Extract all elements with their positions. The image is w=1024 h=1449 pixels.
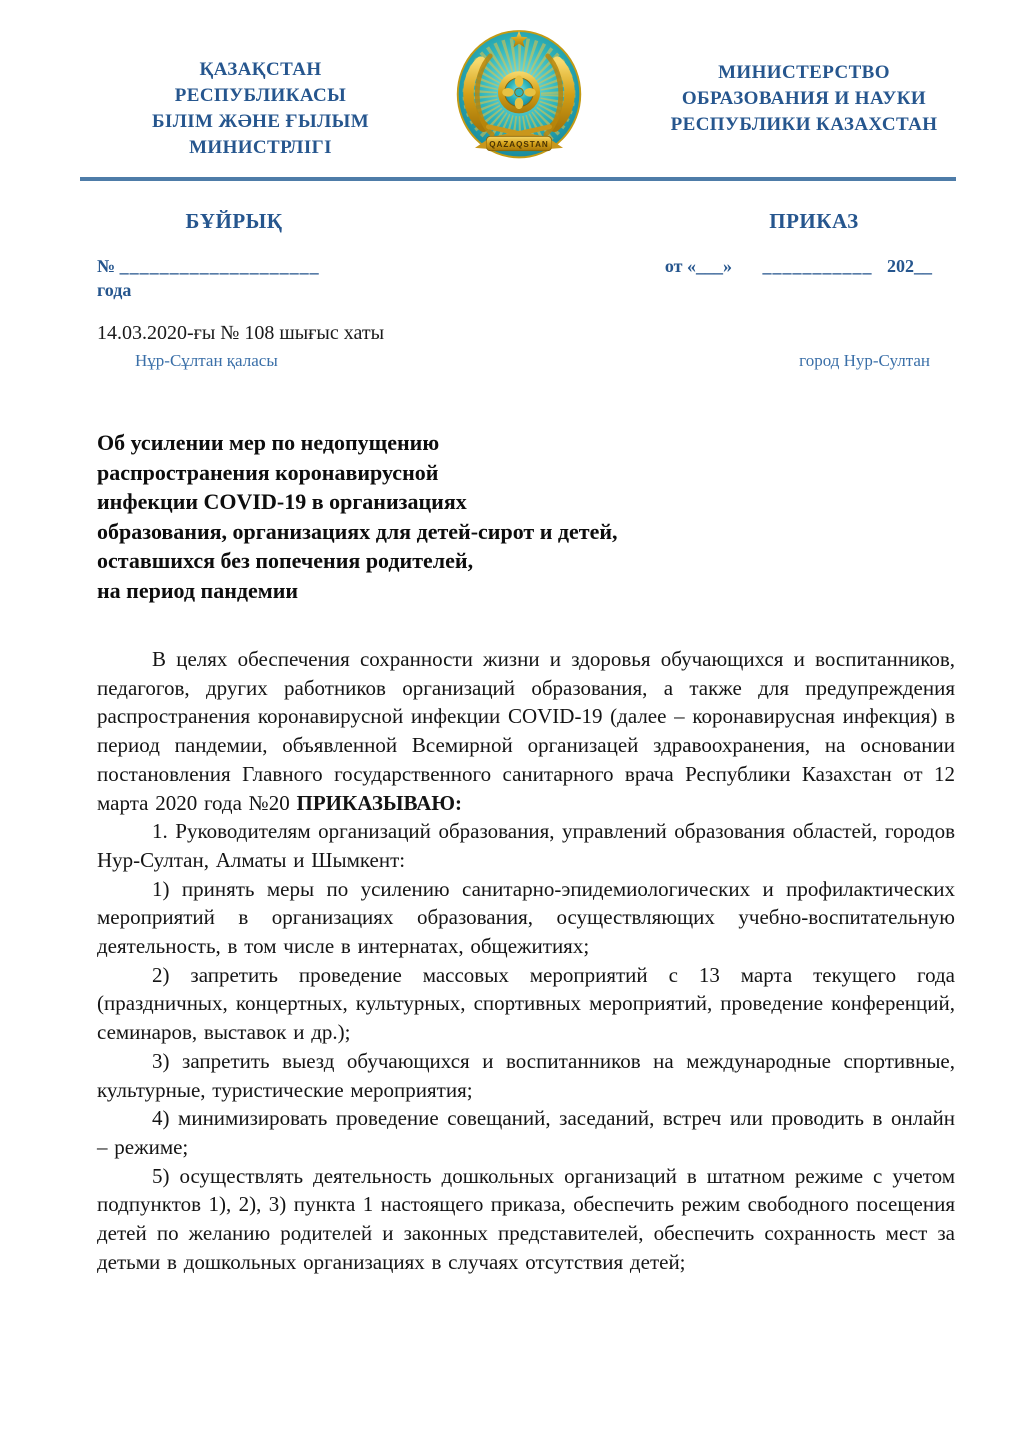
order-number-field <box>97 254 320 302</box>
outgoing-letter-reference: 14.03.2020-ғы № 108 шығыс хаты <box>97 322 385 344</box>
order-body-text <box>97 645 955 1276</box>
city-name-russian: город Нур-Султан <box>799 351 930 370</box>
org-name-line: МИНИСТЕРСТВО <box>718 62 890 83</box>
date-from-label: от «___» <box>664 256 732 276</box>
body-paragraph: 2) запретить проведение массовых мероприятий с 13 марта текущего года (праздничных, концертных, культурных, спортивных мероприятий, проведение конференций, семинаров, выставок и др.); <box>97 962 955 1045</box>
order-label-kazakh: БҰЙРЫҚ <box>185 209 283 233</box>
emblem-banner-text: QAZAQSTAN <box>489 139 549 149</box>
org-name-line: МИНИСТРЛІГІ <box>189 137 332 158</box>
header-divider-line <box>80 177 956 181</box>
org-name-line: БІЛІМ ЖӘНЕ ҒЫЛЫМ <box>151 111 370 132</box>
kazakhstan-coat-of-arms-icon <box>452 26 586 172</box>
order-title-line: Об усилении мер по недопущению <box>97 430 440 455</box>
body-paragraph: 3) запретить выезд обучающихся и воспитанников на международные спортивные, культурные, туристические мероприятия; <box>97 1048 955 1102</box>
org-name-line: ҚАЗАҚСТАН <box>199 59 322 80</box>
body-paragraph: 5) осуществлять деятельность дошкольных организаций в штатном режиме с учетом подпунктов 1), 2), 3) пункта 1 настоящего приказа, обеспечить режим свободного посещения детей по желанию родителей и законных представителей, обеспечить сохранность мест за детьми в дошкольных организациях в случаях отсутствия детей; <box>97 1163 955 1274</box>
order-title-line: на период пандемии <box>97 577 299 603</box>
org-name-line: ОБРАЗОВАНИЯ И НАУКИ <box>681 88 927 109</box>
body-paragraph: В целях обеспечения сохранности жизни и здоровья обучающихся и воспитанников, педагогов, других работников организаций образования, а также для предупреждения распространения коронавирусной инфекции COVID-19 (далее – коронавирусная инфекция) в период пандемии, объявленной Всемирной организацей здравоохранения, на основании постановления Главного государственного санитарного врача Республики Казахстан от 12 марта 2020 года №20 ПРИКАЗЫВАЮ: <box>97 647 955 815</box>
body-paragraph: 1. Руководителям организаций образования, управлений образования областей, городов Нур-Султан, Алматы и Шымкент: <box>97 819 955 872</box>
org-name-line: РЕСПУБЛИКИ КАЗАХСТАН <box>670 114 938 135</box>
order-title-line: распространения коронавирусной <box>97 459 439 485</box>
order-title-line: образования, организациях для детей-сирот и детей, <box>97 518 618 544</box>
ministry-name-kazakh <box>88 57 433 161</box>
order-title <box>97 428 817 605</box>
order-title-line: оставшихся без попечения родителей, <box>97 548 474 573</box>
ministry-name-russian <box>626 60 982 138</box>
order-title-line: инфекции COVID-19 в организациях <box>97 489 467 514</box>
date-blank-line: ___________ <box>762 256 873 276</box>
city-name-kazakh: Нұр-Сұлтан қаласы <box>135 351 278 370</box>
number-blank-line: ____________________ <box>119 256 320 276</box>
order-date-field <box>665 254 932 278</box>
body-paragraph: 4) минимизировать проведение совещаний, заседаний, встреч или проводить в онлайн – режиме; <box>97 1106 955 1159</box>
year-word: года <box>97 280 132 300</box>
org-name-line: РЕСПУБЛИКАСЫ <box>174 85 347 106</box>
number-sign: № <box>97 256 116 276</box>
date-year-blank: 202__ <box>887 256 932 276</box>
order-label-russian: ПРИКАЗ <box>769 209 859 233</box>
body-paragraph: 1) принять меры по усилению санитарно-эпидемиологических и профилактических мероприятий в организациях образования, осуществляющих учебно-воспитательную деятельность, в том числе в интернатах, общежитиях; <box>97 876 955 959</box>
